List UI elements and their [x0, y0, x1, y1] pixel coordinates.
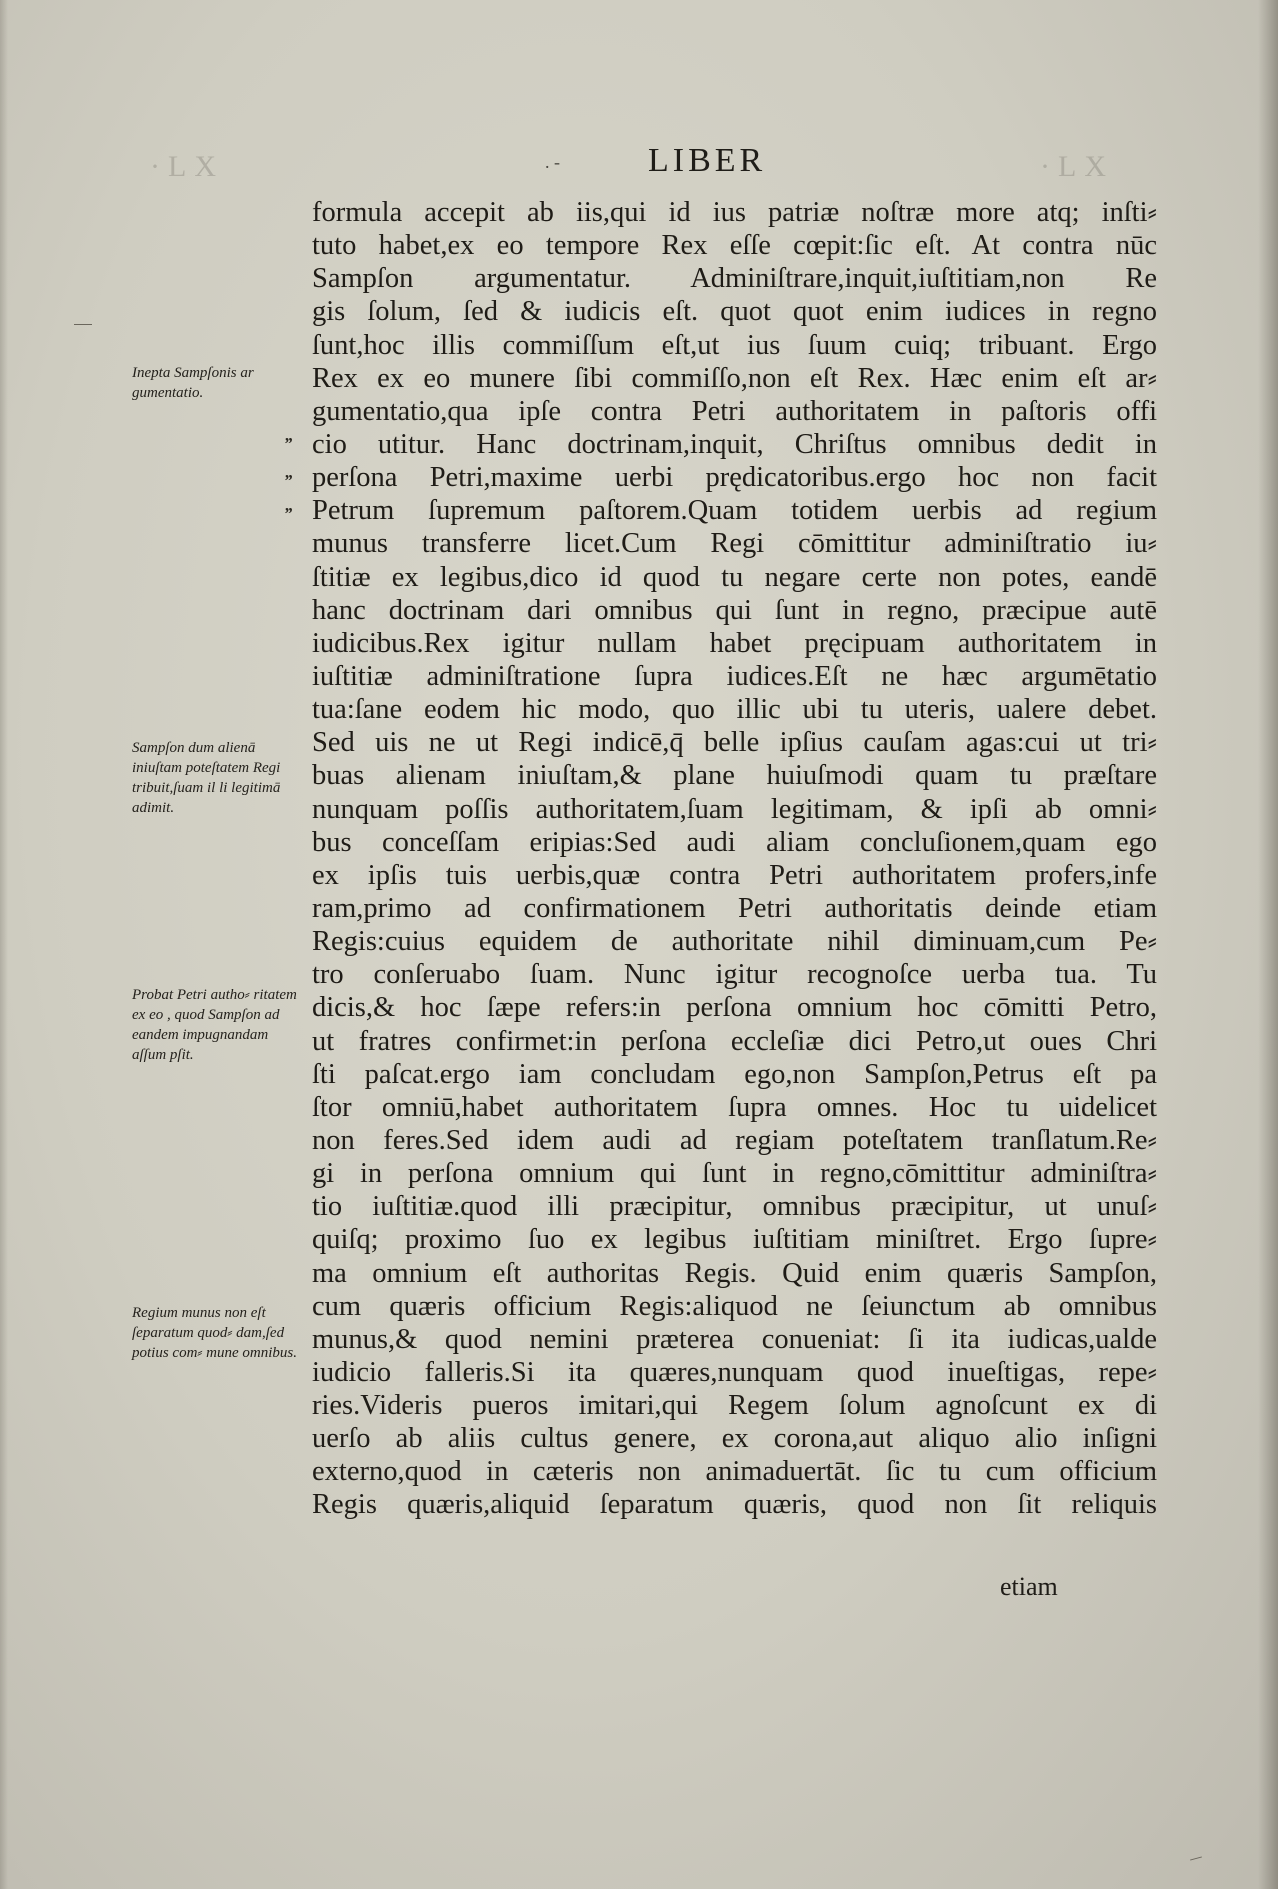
text-line: iuſtitiæ adminiſtratione ſupra iudices.Eſt ne hæc argumētatio [312, 660, 1157, 692]
text-line: tio iuſtitiæ.quod illi præcipitur, omnibus præcipitur, ut unuſ⸗ [312, 1191, 1157, 1223]
text-line: ſunt,hoc illis commiſſum eſt,ut ius ſuum cuiq; tribuant. Ergo [312, 329, 1157, 361]
text-line: ſtor omniū,habet authoritatem ſupra omnes. Hoc tu uidelicet [312, 1091, 1157, 1123]
catchword: etiam [1000, 1572, 1058, 1601]
running-head-ornament: . - [545, 152, 560, 172]
page-left-edge-shadow [0, 0, 8, 1889]
text-line: munus,& quod nemini præterea conueniat: ſi ita iudicas,ualde [312, 1323, 1157, 1355]
main-text-block [312, 196, 1157, 1522]
text-line: ut fratres confirmet:in perſona eccleſiæ dici Petro,ut oues Chri [312, 1025, 1157, 1057]
text-line: ram,primo ad confirmationem Petri authoritatis deinde etiam [312, 892, 1157, 924]
text-line: buas alienam iniuſtam,& plane huiuſmodi quam tu præſtare [312, 760, 1157, 792]
corner-rule-mark [1190, 1856, 1202, 1860]
show-through-heading-right: ·LX [1040, 150, 1114, 183]
quotation-mark: ” [283, 471, 293, 490]
text-line: Sed uis ne ut Regi indicē,q̄ belle ipſius cauſam agas:cui ut tri⸗ [312, 727, 1157, 759]
text-line: Sampſon argumentatur. Adminiſtrare,inquit,iuſtitiam,non Re [312, 263, 1157, 295]
quotation-mark: ” [283, 504, 293, 523]
text-line: perſona Petri,maxime uerbi prędicatoribus.ergo hoc non facit [312, 462, 1157, 494]
text-line: ſtitiæ ex legibus,dico id quod tu negare certe non potes, eandē [312, 561, 1157, 593]
text-line: gis ſolum, ſed & iudicis eſt. quot quot enim iudices in regno [312, 296, 1157, 328]
text-line: ſti paſcat.ergo iam concludam ego,non Sampſon,Petrus eſt pa [312, 1058, 1157, 1090]
text-line: uerſo ab aliis cultus genere, ex corona,aut aliquo alio inſigni [312, 1423, 1157, 1455]
text-line: cum quæris officium Regis:aliquod ne ſeiunctum ab omnibus [312, 1290, 1157, 1322]
text-line: munus transferre licet.Cum Regi cōmittitur adminiſtratio iu⸗ [312, 528, 1157, 560]
margin-note-sampson: Sampſon dum alienā iniuſtam poteſtatem Regi tribuit,ſuam il li legitimā adimit. [132, 740, 281, 816]
text-line: ries.Videris pueros imitari,qui Regem ſolum agnoſcunt ex di [312, 1390, 1157, 1422]
text-line: ex ipſis tuis uerbis,quæ contra Petri authoritatem profers,infe [312, 859, 1157, 891]
text-line: tro conſeruabo ſuam. Nunc igitur recognoſce uerba tua. Tu [312, 959, 1157, 991]
text-line: Regis quæris,aliquid ſeparatum quæris, quod non ſit reliquis [312, 1489, 1157, 1521]
margin-rule-mark [74, 324, 92, 325]
margin-note-inepta: Inepta Sampſonis ar gumentatio. [132, 365, 254, 401]
text-line: Regis:cuius equidem de authoritate nihil diminuam,cum Pe⸗ [312, 926, 1157, 958]
text-line: non feres.Sed idem audi ad regiam poteſtatem tranſlatum.Re⸗ [312, 1124, 1157, 1156]
text-line: tua:ſane eodem hic modo, quo illic ubi tu uteris, ualere debet. [312, 694, 1157, 726]
text-line: bus conceſſam eripias:Sed audi aliam concluſionem,quam ego [312, 826, 1157, 858]
running-head: LIBER [648, 142, 767, 179]
quotation-mark: ” [283, 434, 293, 453]
text-line: externo,quod in cæteris non animaduertāt. ſic tu cum officium [312, 1456, 1157, 1488]
margin-note-probat: Probat Petri autho⸗ ritatem ex eo , quod Sampſon ad eandem impugnandam aſſum pſit. [132, 987, 297, 1063]
text-line: tuto habet,ex eo tempore Rex eſſe cœpit:ſic eſt. At contra nūc [312, 230, 1157, 262]
text-line: Petrum ſupremum paſtorem.Quam totidem uerbis ad regium [312, 495, 1157, 527]
text-line: formula accepit ab iis,qui id ius patriæ noſtræ more atq; inſti⸗ [312, 197, 1157, 228]
text-line: gi in perſona omnium qui ſunt in regno,cōmittitur adminiſtra⸗ [312, 1158, 1157, 1190]
margin-note-regium: Regium munus non eſt ſeparatum quod⸗ dam,ſed potius com⸗ mune omnibus. [132, 1305, 297, 1361]
text-line: nunquam poſſis authoritatem,ſuam legitimam, & ipſi ab omni⸗ [312, 793, 1157, 825]
text-line: gumentatio,qua ipſe contra Petri authoritatem in paſtoris offi [312, 395, 1157, 427]
text-line: ma omnium eſt authoritas Regis. Quid enim quæris Sampſon, [312, 1257, 1157, 1289]
page-right-edge-shadow [1258, 0, 1278, 1889]
text-line: Rex ex eo munere ſibi commiſſo,non eſt Rex. Hæc enim eſt ar⸗ [312, 362, 1157, 394]
text-line: hanc doctrinam dari omnibus qui ſunt in regno, præcipue autē [312, 594, 1157, 626]
text-line: dicis,& hoc ſæpe refers:in perſona omnium hoc cōmitti Petro, [312, 992, 1157, 1024]
text-line: quiſq; proximo ſuo ex legibus iuſtitiam miniſtret. Ergo ſupre⸗ [312, 1224, 1157, 1256]
text-line: cio utitur. Hanc doctrinam,inquit, Chriſtus omnibus dedit in [312, 428, 1157, 460]
text-line: iudicibus.Rex igitur nullam habet pręcipuam authoritatem in [312, 627, 1157, 659]
show-through-heading-left: ·LX [150, 150, 224, 183]
text-line: iudicio falleris.Si ita quæres,nunquam quod inueſtigas, repe⸗ [312, 1356, 1157, 1388]
